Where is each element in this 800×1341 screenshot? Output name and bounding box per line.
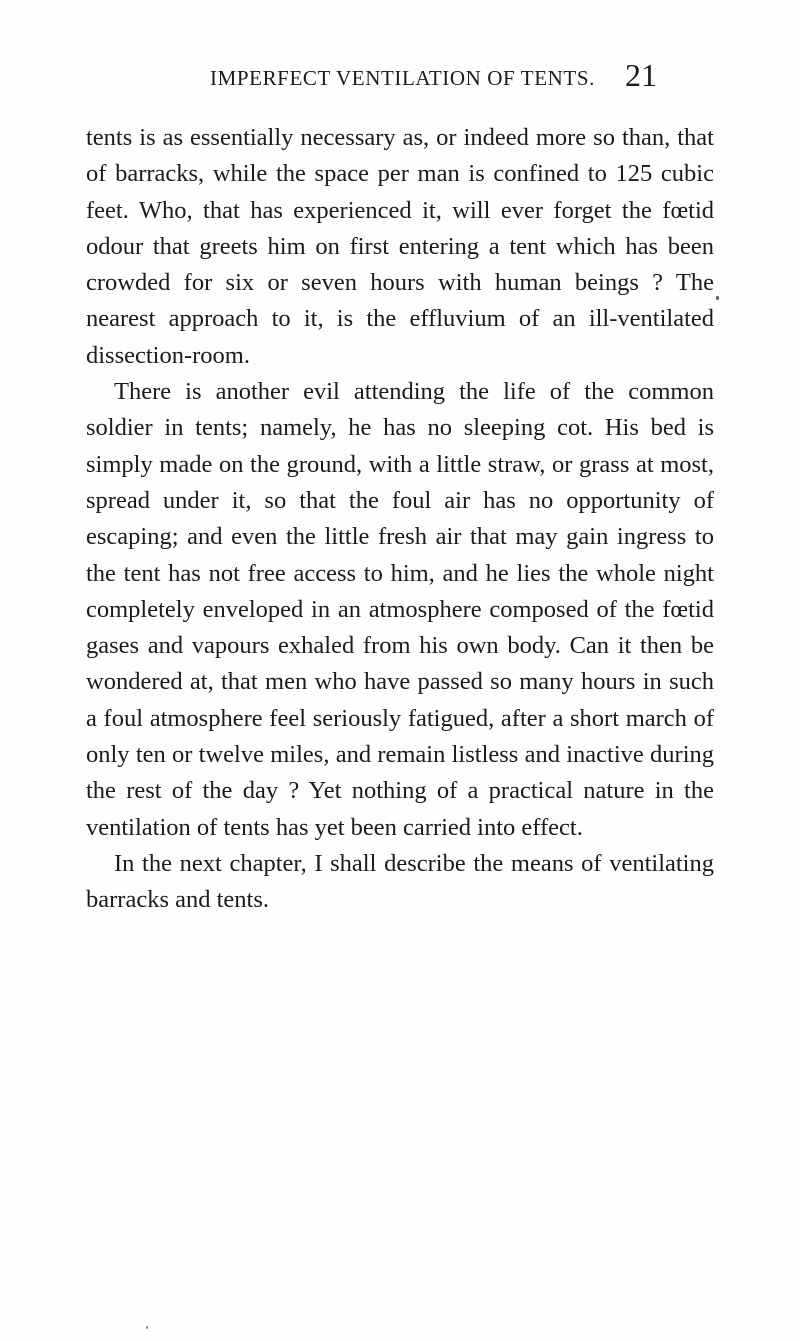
paragraph-2: There is another evil attending the life of the common soldier in tents; namely, he has no sleeping cot. His bed is simply made on the ground, with a little straw, or grass at most, spread under it, so that the foul air has no opportunity of escaping; and even the little fresh air that may gain ingress to the tent has not free access to him, and he lies the whole night completely enveloped in an atmosphere composed of the fœtid gases and vapours exhaled from his own body. Can it then be wondered at, that men who have passed so many hours in such a foul atmosphere feel seriously fatigued, after a short march of only ten or twelve miles, and remain listless and inactive during the rest of the day ? Yet nothing of a practical nature in the ventilation of tents has yet been carried into effect. — [86, 378, 714, 841]
page-number: 21 — [625, 57, 657, 93]
running-head — [0, 57, 800, 96]
paper-speck — [146, 1326, 148, 1329]
paragraph-1: tents is as essentially necessary as, or indeed more so than, that of barracks, while the space per man is confined to 125 cubic feet. Who, that has experienced it, will ever forget the fœtid odour that greets him on first entering a tent which has been crowded for six or seven hours with human beings ? The nearest approach to it, is the effluvium of an ill-ventilated dissection-room. — [86, 124, 714, 369]
running-title: IMPERFECT VENTILATION OF TENTS. — [210, 66, 595, 90]
paper-speck — [716, 296, 719, 300]
paragraph-3: In the next chapter, I shall describe the means of ventilating barracks and tents. — [86, 849, 714, 914]
body-text — [86, 120, 714, 919]
